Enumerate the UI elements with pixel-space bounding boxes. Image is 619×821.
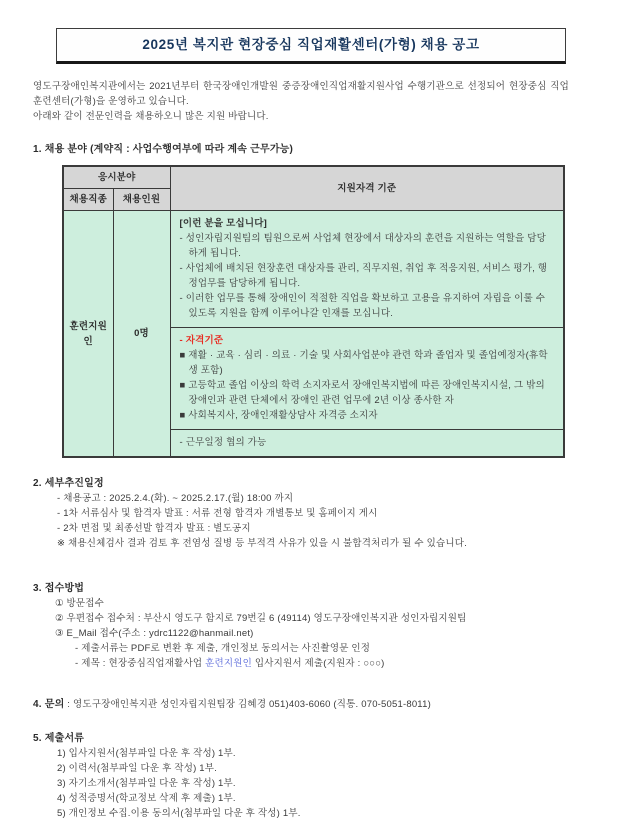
- qualification-item: ■ 재활 · 교육 · 심리 · 의료 · 기술 및 사회사업분야 관련 학과 졸업자 및 졸업예정자(휴학생 포함): [179, 350, 548, 376]
- application-method-item: ③ E_Mail 접수(주소 : ydrc1122@hanmail.net): [55, 628, 254, 639]
- schedule-item: - 1차 서류심사 및 합격자 발표 : 서류 전형 합격자 개별통보 및 홈페이지 게시: [57, 508, 378, 519]
- required-document-item: 5) 개인정보 수집.이용 동의서(첨부파일 다운 후 작성) 1부.: [57, 808, 301, 819]
- cell-job-title: 훈련지원인: [63, 211, 113, 458]
- table-header-field-group: 응시분야: [63, 166, 170, 189]
- table-header-qualification: 지원자격 기준: [170, 166, 564, 211]
- application-method-item: ② 우편접수 접수처 : 부산시 영도구 함지로 79번길 6 (49114) 영도구장애인복지관 성인자립지원팀: [55, 613, 467, 624]
- schedule-note: ※ 채용신체검사 결과 검토 후 전염성 질병 등 부적격 사유가 있을 시 불합격처리가 될 수 있습니다.: [57, 538, 467, 549]
- section3-heading: 3. 접수방법: [33, 583, 85, 594]
- section-application-method: [33, 581, 569, 671]
- qualification-title: - 자격기준: [179, 335, 224, 346]
- section-required-documents: [33, 731, 569, 821]
- section-schedule: [33, 476, 569, 551]
- cell-work-schedule-note: - 근무일정 협의 가능: [170, 430, 564, 458]
- subject-prefix: - 제목 : 현장중심직업재활사업: [75, 658, 206, 669]
- table-header-headcount: 채용인원: [113, 189, 170, 211]
- application-pdf-note: - 제출서류는 PDF로 변환 후 제출, 개인정보 동의서는 사진촬영문 인정: [75, 643, 371, 654]
- role-description-item: - 이러한 업무를 통해 장애인이 적절한 직업을 확보하고 고용을 유지하여 자립을 이룰 수 있도록 지원을 함께 이루어나갈 인재를 모십니다.: [179, 293, 546, 319]
- application-subject-line: [75, 656, 569, 671]
- required-document-item: 2) 이력서(첨부파일 다운 후 작성) 1부.: [57, 763, 217, 774]
- required-document-item: 4) 성적증명서(학교정보 삭제 후 제출) 1부.: [57, 793, 236, 804]
- recruitment-table: [62, 165, 565, 458]
- document-title: 2025년 복지관 현장중심 직업재활센터(가형) 채용 공고: [56, 28, 566, 64]
- cell-qualifications: [170, 328, 564, 430]
- table-header-job-type: 채용직종: [63, 189, 113, 211]
- schedule-item: - 2차 면접 및 최종선발 합격자 발표 : 별도공지: [57, 523, 251, 534]
- subject-highlight-job-title: 훈련지원인: [205, 658, 252, 669]
- cell-role-description: [170, 211, 564, 328]
- section1-heading: 1. 채용 분야 (계약직 : 사업수행여부에 따라 계속 근무가능): [33, 144, 294, 155]
- subject-suffix: 입사지원서 제출(지원자 : ○○○): [251, 658, 385, 669]
- required-document-item: 3) 자기소개서(첨부파일 다운 후 작성) 1부.: [57, 778, 236, 789]
- section-recruitment-field: [33, 142, 569, 458]
- application-method-item: ① 방문접수: [55, 598, 105, 609]
- cell-headcount: 0명: [113, 211, 170, 458]
- required-document-item: 1) 입사지원서(첨부파일 다운 후 작성) 1부.: [57, 748, 236, 759]
- intro-closing: 아래와 같이 전문인력을 채용하오니 많은 지원 바랍니다.: [33, 111, 269, 122]
- qualification-item: ■ 사회복지사, 장애인재활상담사 자격증 소지자: [179, 410, 378, 421]
- section2-heading: 2. 세부추진일정: [33, 478, 104, 489]
- role-description-title: [이런 분을 모십니다]: [179, 218, 267, 229]
- role-description-item: - 사업체에 배치된 현장훈련 대상자를 관리, 직무지원, 취업 후 적응지원, 서비스 평가, 행정업무를 담당하게 됩니다.: [179, 263, 548, 289]
- section4-label: 4. 문의: [33, 699, 65, 710]
- role-description-item: - 성인자립지원팀의 팀원으로써 사업체 현장에서 대상자의 훈련을 지원하는 역할을 담당하게 됩니다.: [179, 233, 547, 259]
- qualification-item: ■ 고등학교 졸업 이상의 학력 소지자로서 장애인복지법에 따른 장애인복지시설, 그 밖의 장애인과 관련 단체에서 장애인 관련 업무에 2년 이상 종사한 자: [179, 380, 545, 406]
- section-contact: [33, 697, 569, 712]
- contact-info: : 영도구장애인복지관 성인자립지원팀장 김혜경 051)403-6060 (직통. 070-5051-8011): [64, 699, 431, 710]
- intro-paragraph: 영도구장애인복지관에서는 2021년부터 한국장애인개발원 중증장애인직업재활지원사업 수행기관으로 선정되어 현장중심 직업훈련센터(가형)을 운영하고 있습니다.: [33, 81, 569, 107]
- schedule-item: - 채용공고 : 2025.2.4.(화). ~ 2025.2.17.(월) 18:00 까지: [57, 493, 294, 504]
- section5-heading: 5. 제출서류: [33, 733, 85, 744]
